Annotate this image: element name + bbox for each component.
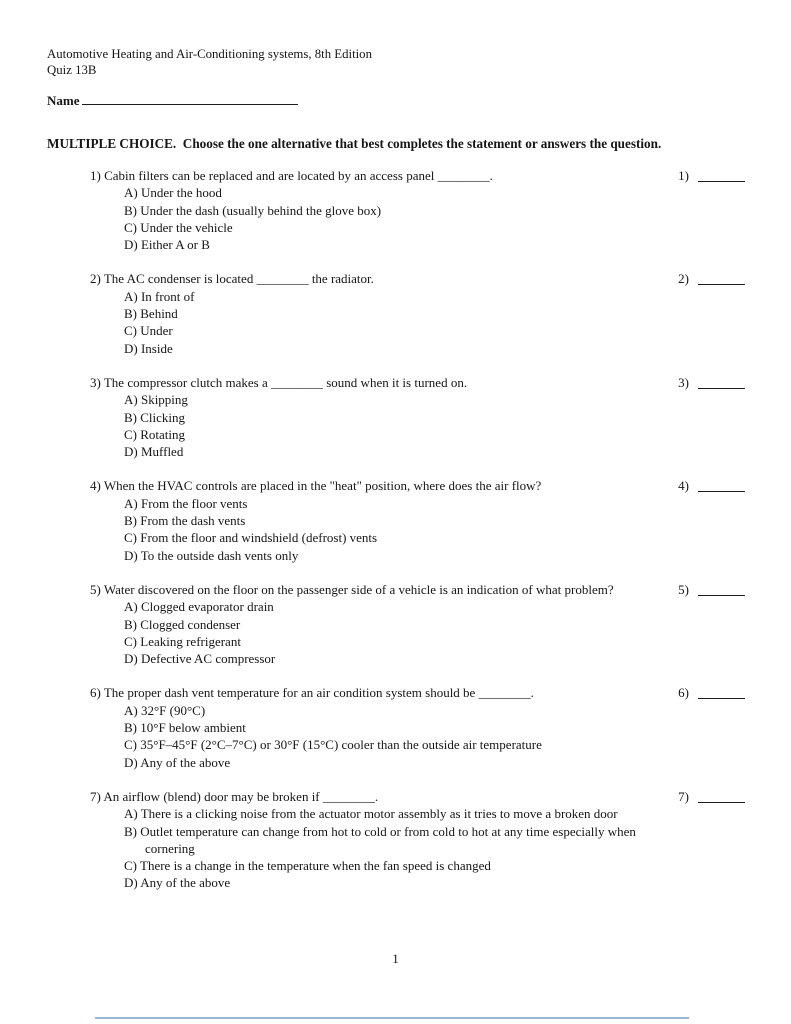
- answer-option: B) Under the dash (usually behind the glove box): [124, 202, 382, 218]
- answer-slot: [678, 167, 745, 184]
- answer-option: D) Defective AC compressor: [124, 651, 276, 667]
- question-number: 3): [90, 374, 101, 390]
- question-number: 6): [90, 685, 101, 701]
- answer-blank-line[interactable]: [698, 581, 745, 596]
- answer-option: A) In front of: [124, 288, 195, 304]
- question-text: When the HVAC controls are placed in the "heat" position, where does the air flow?: [103, 478, 542, 494]
- question-number: 4): [90, 478, 101, 494]
- answer-blank-line[interactable]: [698, 788, 745, 803]
- question-line: [90, 684, 650, 701]
- question-text: The AC condenser is located ________ the radiator.: [103, 271, 374, 287]
- answer-option: C) Leaking refrigerant: [124, 633, 241, 649]
- answer-slot: [678, 581, 745, 598]
- options-list: [124, 598, 651, 667]
- answer-blank-line[interactable]: [698, 684, 745, 699]
- answer-option: B) Clogged condenser: [124, 616, 241, 632]
- question-main: [90, 684, 650, 770]
- options-list: [124, 288, 651, 357]
- question-line: [90, 581, 650, 598]
- answer-option: D) Either A or B: [124, 237, 210, 253]
- answer-option: A) From the floor vents: [124, 495, 248, 511]
- question-text: Water discovered on the floor on the passenger side of a vehicle is an indication of what problem?: [103, 581, 614, 597]
- answer-option: C) Under the vehicle: [124, 219, 233, 235]
- question-text: Cabin filters can be replaced and are located by an access panel ________.: [104, 168, 493, 183]
- question-block: [90, 167, 745, 253]
- question-main: [90, 374, 650, 460]
- options-list: [124, 702, 651, 771]
- answer-slot: [678, 374, 745, 391]
- document-title: Automotive Heating and Air-Conditioning systems, 8th Edition: [47, 47, 372, 61]
- question-text: The proper dash vent temperature for an air condition system should be ________.: [103, 685, 534, 701]
- answer-slot: [678, 477, 745, 494]
- question-line: [90, 167, 650, 184]
- answer-number: 5): [678, 581, 689, 597]
- answer-slot: [678, 270, 745, 287]
- options-list: [124, 495, 651, 564]
- answer-option: A) Under the hood: [124, 185, 222, 201]
- answer-option: B) Behind: [124, 306, 178, 322]
- quiz-subtitle: Quiz 13B: [47, 63, 97, 77]
- page-content: [47, 46, 745, 909]
- answer-option: D) Any of the above: [124, 875, 231, 891]
- question-main: [90, 477, 650, 563]
- name-row: [47, 91, 745, 108]
- question-main: [90, 270, 650, 356]
- question-block: [90, 788, 745, 892]
- answer-number: 4): [678, 478, 689, 494]
- questions-list: [90, 167, 745, 892]
- answer-option: D) Muffled: [124, 444, 184, 460]
- bottom-divider-line: [95, 1017, 689, 1019]
- answer-option: B) From the dash vents: [124, 513, 246, 529]
- answer-blank-line[interactable]: [698, 270, 745, 285]
- answer-slot: [678, 788, 745, 805]
- answer-number: 2): [678, 271, 689, 287]
- question-block: [90, 684, 745, 770]
- answer-number: 6): [678, 685, 689, 701]
- answer-option: C) From the floor and windshield (defrost) vents: [124, 530, 378, 546]
- question-number: 2): [90, 271, 101, 287]
- question-line: [90, 270, 650, 287]
- name-label: Name: [47, 93, 80, 108]
- answer-slot: [678, 684, 745, 701]
- options-list: [124, 391, 651, 460]
- answer-blank-line[interactable]: [698, 167, 745, 182]
- question-number: 5): [90, 581, 101, 597]
- question-main: [90, 581, 650, 667]
- answer-blank-line[interactable]: [698, 477, 745, 492]
- question-block: [90, 270, 745, 356]
- question-block: [90, 477, 745, 563]
- answer-option: A) There is a clicking noise from the actuator motor assembly as it tries to move a broken door: [124, 806, 618, 822]
- answer-option: B) 10°F below ambient: [124, 720, 246, 736]
- options-list: [124, 805, 651, 891]
- question-number: 7): [90, 788, 101, 804]
- answer-blank-line[interactable]: [698, 374, 745, 389]
- answer-option: B) Clicking: [124, 409, 186, 425]
- answer-option: D) Any of the above: [124, 754, 231, 770]
- answer-option: A) 32°F (90°C): [124, 702, 206, 718]
- answer-option: A) Clogged evaporator drain: [124, 599, 274, 615]
- answer-option: C) Rotating: [124, 426, 186, 442]
- answer-option: D) To the outside dash vents only: [124, 547, 299, 563]
- question-line: [90, 477, 650, 494]
- page-number: 1: [392, 951, 399, 966]
- options-list: [124, 184, 651, 253]
- answer-option: C) There is a change in the temperature when the fan speed is changed: [124, 858, 491, 874]
- answer-option: A) Skipping: [124, 392, 188, 408]
- answer-option: D) Inside: [124, 340, 173, 356]
- question-text: The compressor clutch makes a ________ sound when it is turned on.: [103, 374, 468, 390]
- answer-option: C) Under: [124, 323, 173, 339]
- answer-number: 3): [678, 374, 689, 390]
- answer-option: C) 35°F–45°F (2°C–7°C) or 30°F (15°C) cooler than the outside air temperature: [124, 737, 542, 753]
- question-line: [90, 374, 650, 391]
- question-main: [90, 167, 650, 253]
- name-blank-line[interactable]: [82, 91, 298, 105]
- answer-number: 1): [678, 168, 689, 183]
- question-number: 1): [90, 168, 101, 183]
- answer-option: B) Outlet temperature can change from hot to cold or from cold to hot at any time especially when cornering: [124, 823, 636, 856]
- question-line: [90, 788, 650, 805]
- answer-number: 7): [678, 788, 689, 804]
- question-main: [90, 788, 650, 892]
- multiple-choice-heading: MULTIPLE CHOICE. Choose the one alternative that best completes the statement or answers the question.: [47, 136, 662, 151]
- question-block: [90, 374, 745, 460]
- question-block: [90, 581, 745, 667]
- question-text: An airflow (blend) door may be broken if ________.: [103, 788, 379, 804]
